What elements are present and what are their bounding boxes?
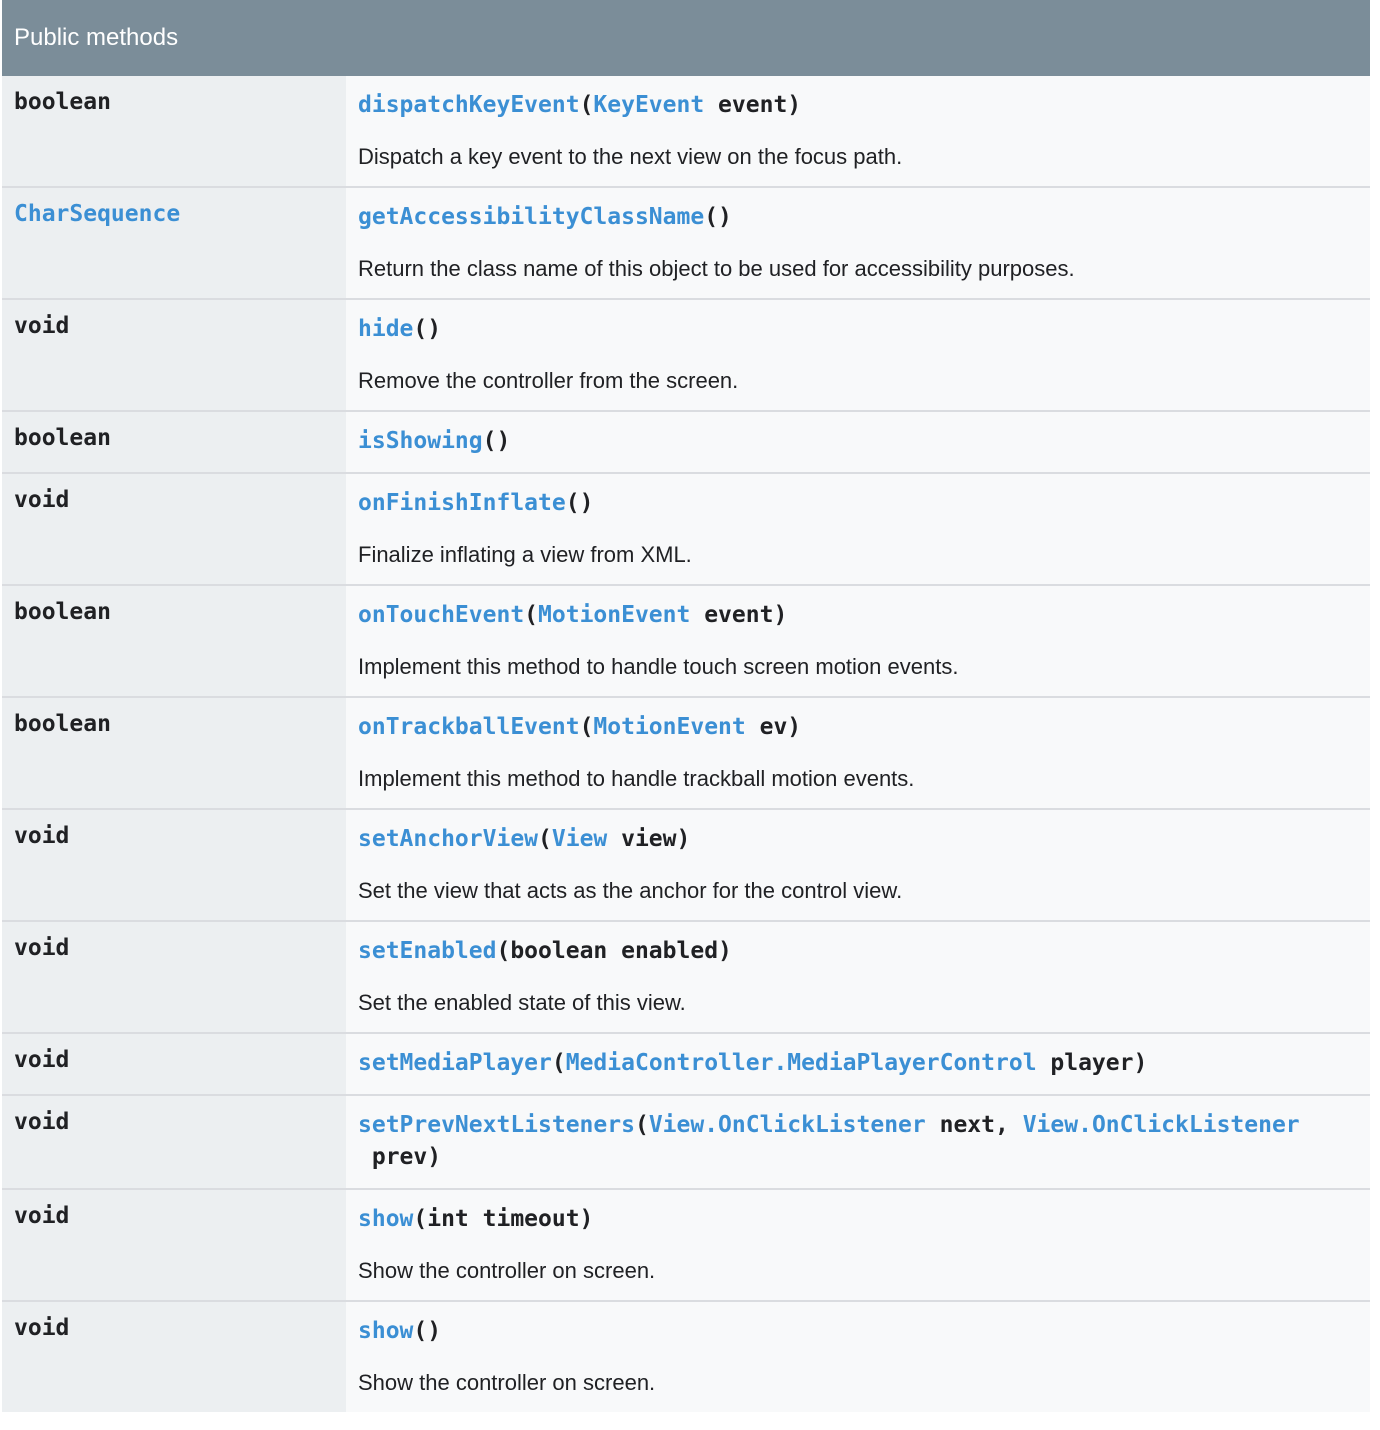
method-description: Implement this method to handle trackball motion events. xyxy=(358,766,915,791)
method-description: Set the enabled state of this view. xyxy=(358,990,686,1015)
method-description: Set the view that acts as the anchor for the control view. xyxy=(358,878,903,903)
method-signature: isShowing() xyxy=(358,428,511,454)
param-type-link[interactable]: MotionEvent xyxy=(538,602,691,628)
method-description: Finalize inflating a view from XML. xyxy=(358,542,692,567)
method-signature: setAnchorView(View view) xyxy=(358,826,691,852)
method-description: Show the controller on screen. xyxy=(358,1370,656,1395)
table-header xyxy=(2,0,1370,76)
return-type: boolean xyxy=(2,76,346,186)
table-row xyxy=(2,810,1370,922)
return-type: void xyxy=(2,1096,346,1188)
table-row xyxy=(2,1302,1370,1412)
method-description: Remove the controller from the screen. xyxy=(358,368,739,393)
table-row xyxy=(2,412,1370,474)
return-type-link[interactable]: CharSequence xyxy=(14,201,181,227)
return-type: void xyxy=(2,300,346,410)
method-link-dispatchKeyEvent[interactable]: dispatchKeyEvent xyxy=(358,92,580,118)
return-type: boolean xyxy=(2,412,346,472)
return-type: boolean xyxy=(2,586,346,696)
return-type: void xyxy=(2,1034,346,1094)
table-row xyxy=(2,76,1370,188)
method-signature: onTrackballEvent(MotionEvent ev) xyxy=(358,714,802,740)
method-link-setMediaPlayer[interactable]: setMediaPlayer xyxy=(358,1050,552,1076)
method-link-show-timeout[interactable]: show xyxy=(358,1206,414,1232)
param-type-link[interactable]: KeyEvent xyxy=(593,92,705,118)
header-title: Public methods xyxy=(14,24,179,51)
public-methods-table xyxy=(2,0,1370,1412)
method-link-getAccessibilityClassName[interactable]: getAccessibilityClassName xyxy=(358,204,705,230)
method-signature: setEnabled(boolean enabled) xyxy=(358,938,732,964)
table-row xyxy=(2,1190,1370,1302)
table-row xyxy=(2,474,1370,586)
method-link-onTrackballEvent[interactable]: onTrackballEvent xyxy=(358,714,580,740)
table-row xyxy=(2,586,1370,698)
method-signature: setMediaPlayer(MediaController.MediaPlayerControl player) xyxy=(358,1050,1148,1076)
table-row xyxy=(2,1096,1370,1190)
method-description: Show the controller on screen. xyxy=(358,1258,656,1283)
return-type: void xyxy=(2,1302,346,1412)
method-link-setPrevNextListeners[interactable]: setPrevNextListeners xyxy=(358,1112,635,1138)
return-type: boolean xyxy=(2,698,346,808)
method-description: Implement this method to handle touch screen motion events. xyxy=(358,654,959,679)
method-signature: getAccessibilityClassName() xyxy=(358,204,732,230)
method-link-isShowing[interactable]: isShowing xyxy=(358,428,483,454)
method-link-onFinishInflate[interactable]: onFinishInflate xyxy=(358,490,566,516)
return-type: void xyxy=(2,922,346,1032)
method-signature: show() xyxy=(358,1318,442,1344)
param-type-link[interactable]: View.OnClickListener xyxy=(648,1112,926,1138)
method-signature: dispatchKeyEvent(KeyEvent event) xyxy=(358,92,802,118)
table-row xyxy=(2,1034,1370,1096)
return-type: void xyxy=(2,1190,346,1300)
table-row xyxy=(2,698,1370,810)
return-type: void xyxy=(2,474,346,584)
table-row xyxy=(2,922,1370,1034)
method-signature: onFinishInflate() xyxy=(358,490,594,516)
table-row xyxy=(2,300,1370,412)
method-description: Dispatch a key event to the next view on the focus path. xyxy=(358,144,903,169)
method-link-onTouchEvent[interactable]: onTouchEvent xyxy=(358,602,525,628)
method-signature: hide() xyxy=(358,316,442,342)
method-link-setEnabled[interactable]: setEnabled xyxy=(358,938,497,964)
method-signature: show(int timeout) xyxy=(358,1206,594,1232)
table-row xyxy=(2,188,1370,300)
return-type: void xyxy=(2,810,346,920)
param-type-link[interactable]: View xyxy=(551,826,608,852)
param-type-link[interactable]: MotionEvent xyxy=(593,714,746,740)
method-signature: onTouchEvent(MotionEvent event) xyxy=(358,602,788,628)
param-type-link[interactable]: MediaController.MediaPlayerControl xyxy=(565,1050,1037,1076)
method-link-show[interactable]: show xyxy=(358,1318,414,1344)
param-type-link[interactable]: View.OnClickListener xyxy=(1022,1112,1300,1138)
method-signature: setPrevNextListeners(View.OnClickListener next, View.OnClickListener prev) xyxy=(358,1112,1300,1170)
method-link-hide[interactable]: hide xyxy=(358,316,414,342)
method-link-setAnchorView[interactable]: setAnchorView xyxy=(358,826,539,852)
method-description: Return the class name of this object to be used for accessibility purposes. xyxy=(358,256,1075,281)
